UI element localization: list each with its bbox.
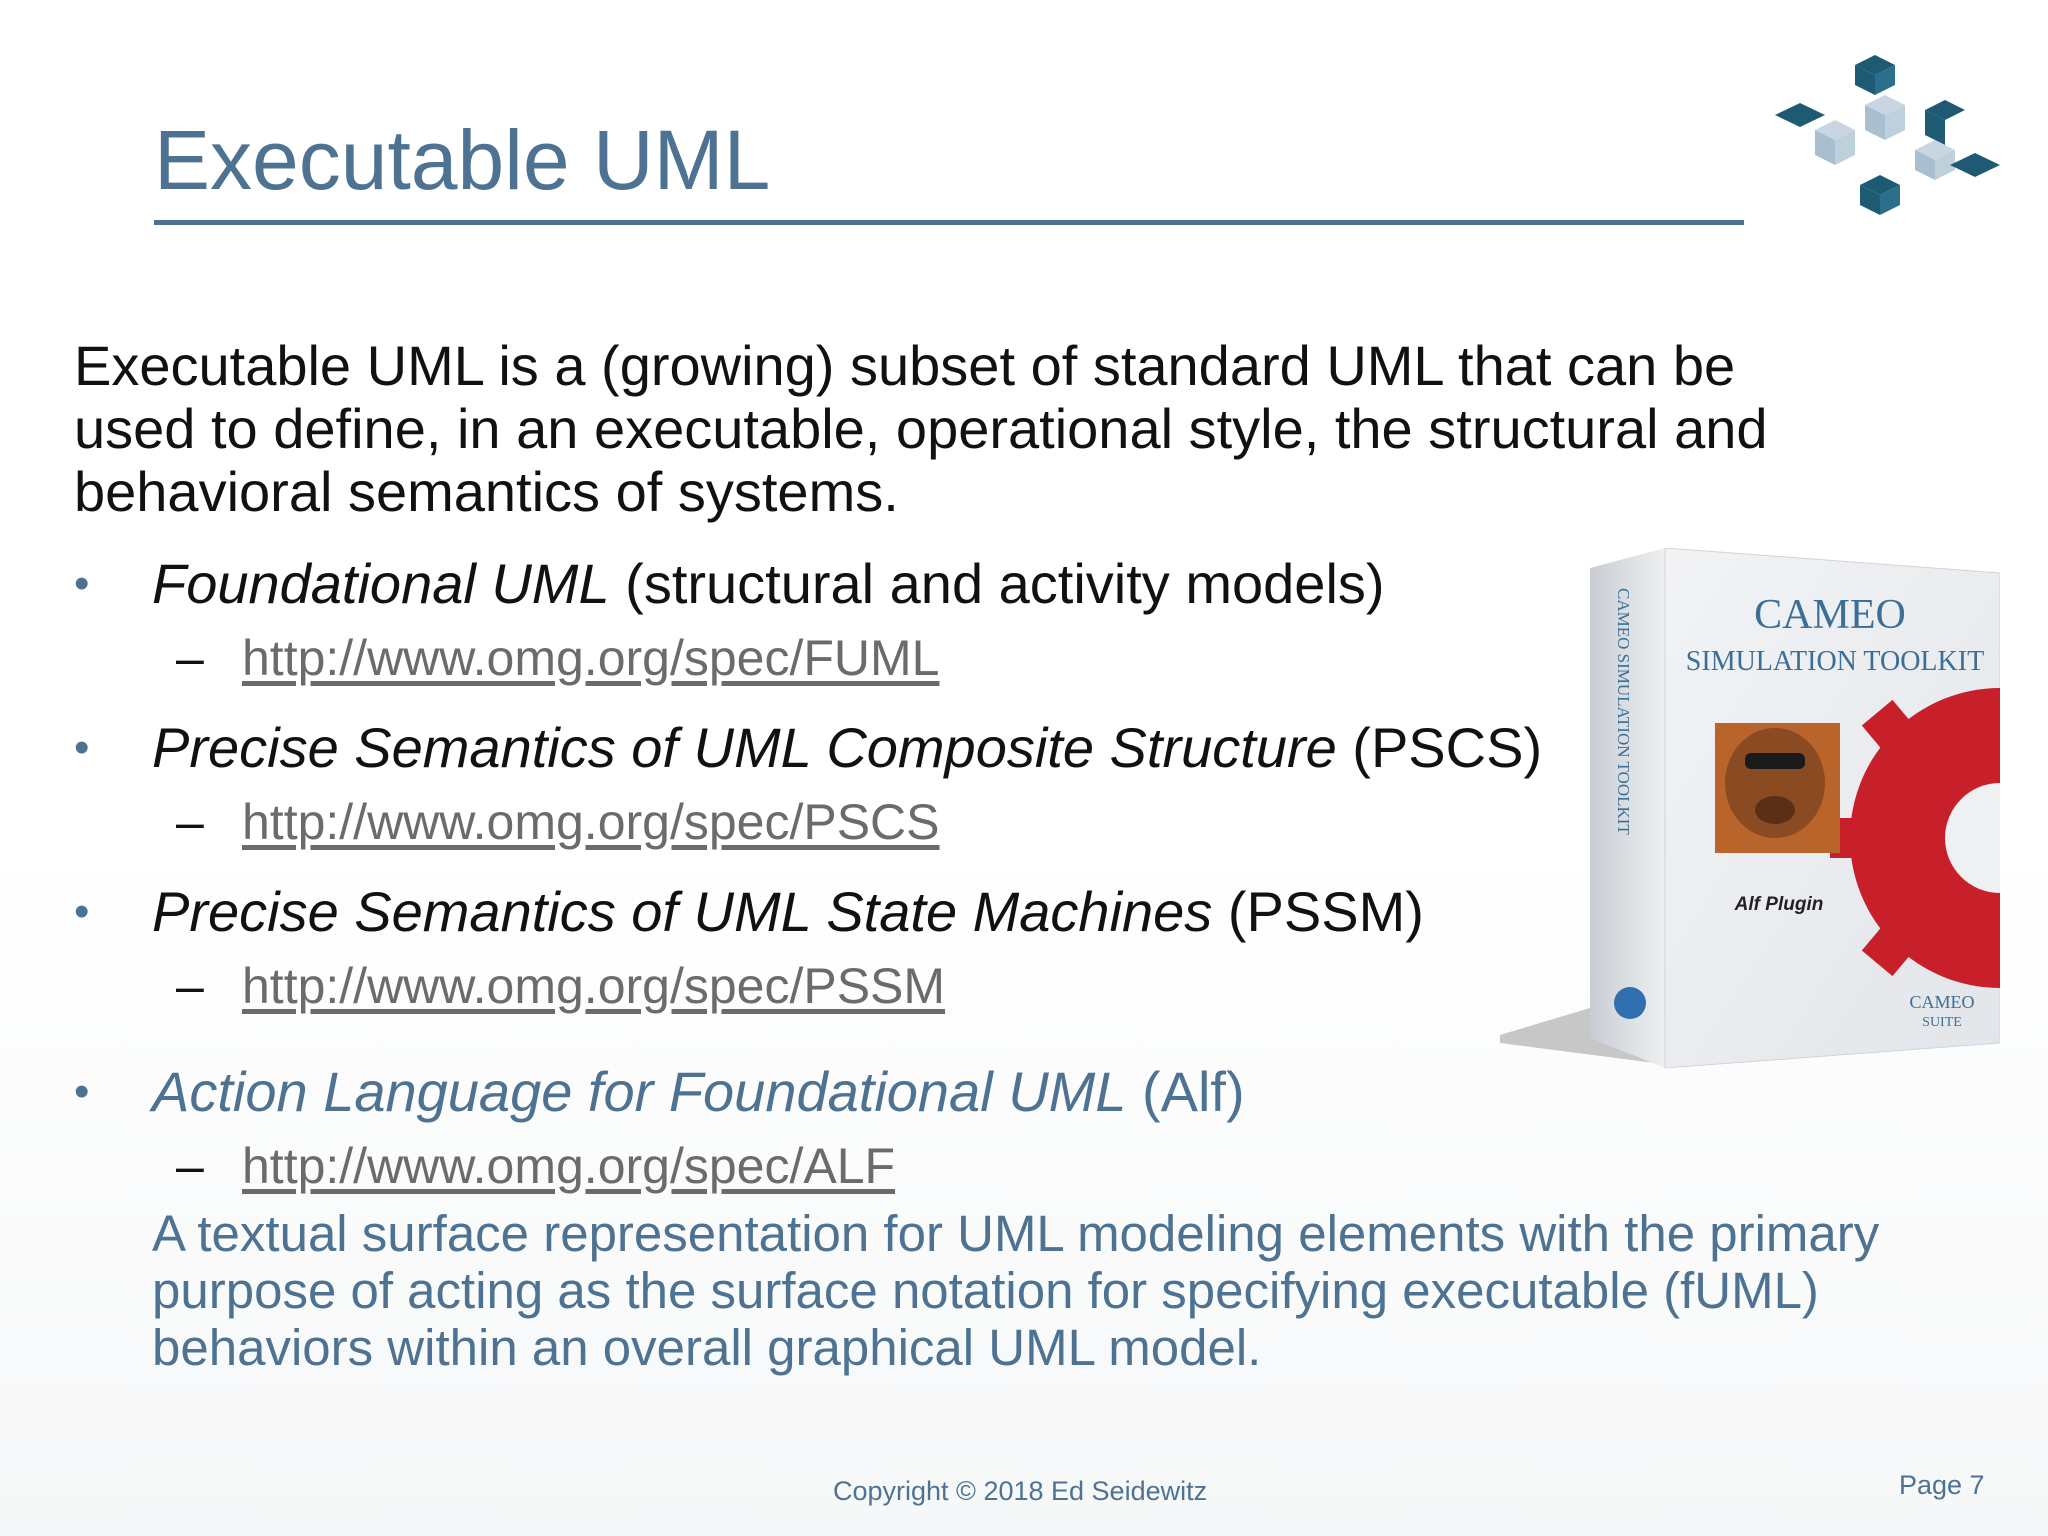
sub-marker: – xyxy=(176,958,204,1014)
fuml-link[interactable]: http://www.omg.org/spec/FUML xyxy=(242,630,940,686)
bullet-title: Action Language for Foundational UML xyxy=(152,1060,1127,1123)
footer-copyright: Copyright © 2018 Ed Seidewitz xyxy=(833,1476,1208,1506)
box-suite-label: SUITE xyxy=(1922,1015,1962,1030)
alf-description: A textual surface representation for UML modeling elements with the primary purpose of acting as the surface notation for specifying executable (fUML) behaviors within an overall graphical UML model. xyxy=(152,1205,1880,1376)
bullet-title: Foundational UML xyxy=(152,552,610,615)
alf-link[interactable]: http://www.omg.org/spec/ALF xyxy=(242,1138,896,1194)
title-underline xyxy=(154,220,1744,225)
box-plugin-label: Alf Plugin xyxy=(1734,894,1824,915)
bullet-detail: (structural and activity models) xyxy=(609,552,1385,615)
cameo-simulation-toolkit-box xyxy=(1500,548,2000,1070)
bullet-detail: (PSCS) xyxy=(1336,716,1543,779)
bullet-text xyxy=(152,880,1424,943)
bullet-marker: • xyxy=(74,723,90,772)
bullet-text xyxy=(152,552,1385,615)
bullet-text xyxy=(152,716,1542,779)
box-suite-brand: CAMEO xyxy=(1909,992,1975,1012)
spine-logo-icon xyxy=(1614,987,1646,1019)
bullet-detail: (PSSM) xyxy=(1212,880,1424,943)
pssm-link[interactable]: http://www.omg.org/spec/PSSM xyxy=(242,958,946,1014)
company-logo xyxy=(1775,55,2005,215)
page-number: Page 7 xyxy=(1899,1470,1985,1500)
pscs-link[interactable]: http://www.omg.org/spec/PSCS xyxy=(242,794,940,850)
intro-paragraph: Executable UML is a (growing) subset of standard UML that can be used to define, in an executable, operational style, the structural and behavioral semantics of systems. xyxy=(74,334,1768,523)
bullet-marker: • xyxy=(74,1067,90,1116)
box-spine-text: CAMEO SIMULATION TOOLKIT xyxy=(1614,588,1633,835)
sub-marker: – xyxy=(176,794,204,850)
box-brand: CAMEO xyxy=(1754,592,1906,638)
bullet-marker: • xyxy=(74,887,90,936)
sub-marker: – xyxy=(176,630,204,686)
sub-marker: – xyxy=(176,1138,204,1194)
box-product-name: SIMULATION TOOLKIT xyxy=(1685,646,1985,677)
bullet-marker: • xyxy=(74,559,90,608)
bullet-title: Precise Semantics of UML Composite Structure xyxy=(152,716,1337,779)
slide-title: Executable UML xyxy=(154,113,771,207)
bullet-title: Precise Semantics of UML State Machines xyxy=(152,880,1213,943)
bullet-detail: (Alf) xyxy=(1126,1060,1245,1123)
alf-character-image xyxy=(1715,723,1840,853)
bullet-text xyxy=(152,1060,1245,1123)
